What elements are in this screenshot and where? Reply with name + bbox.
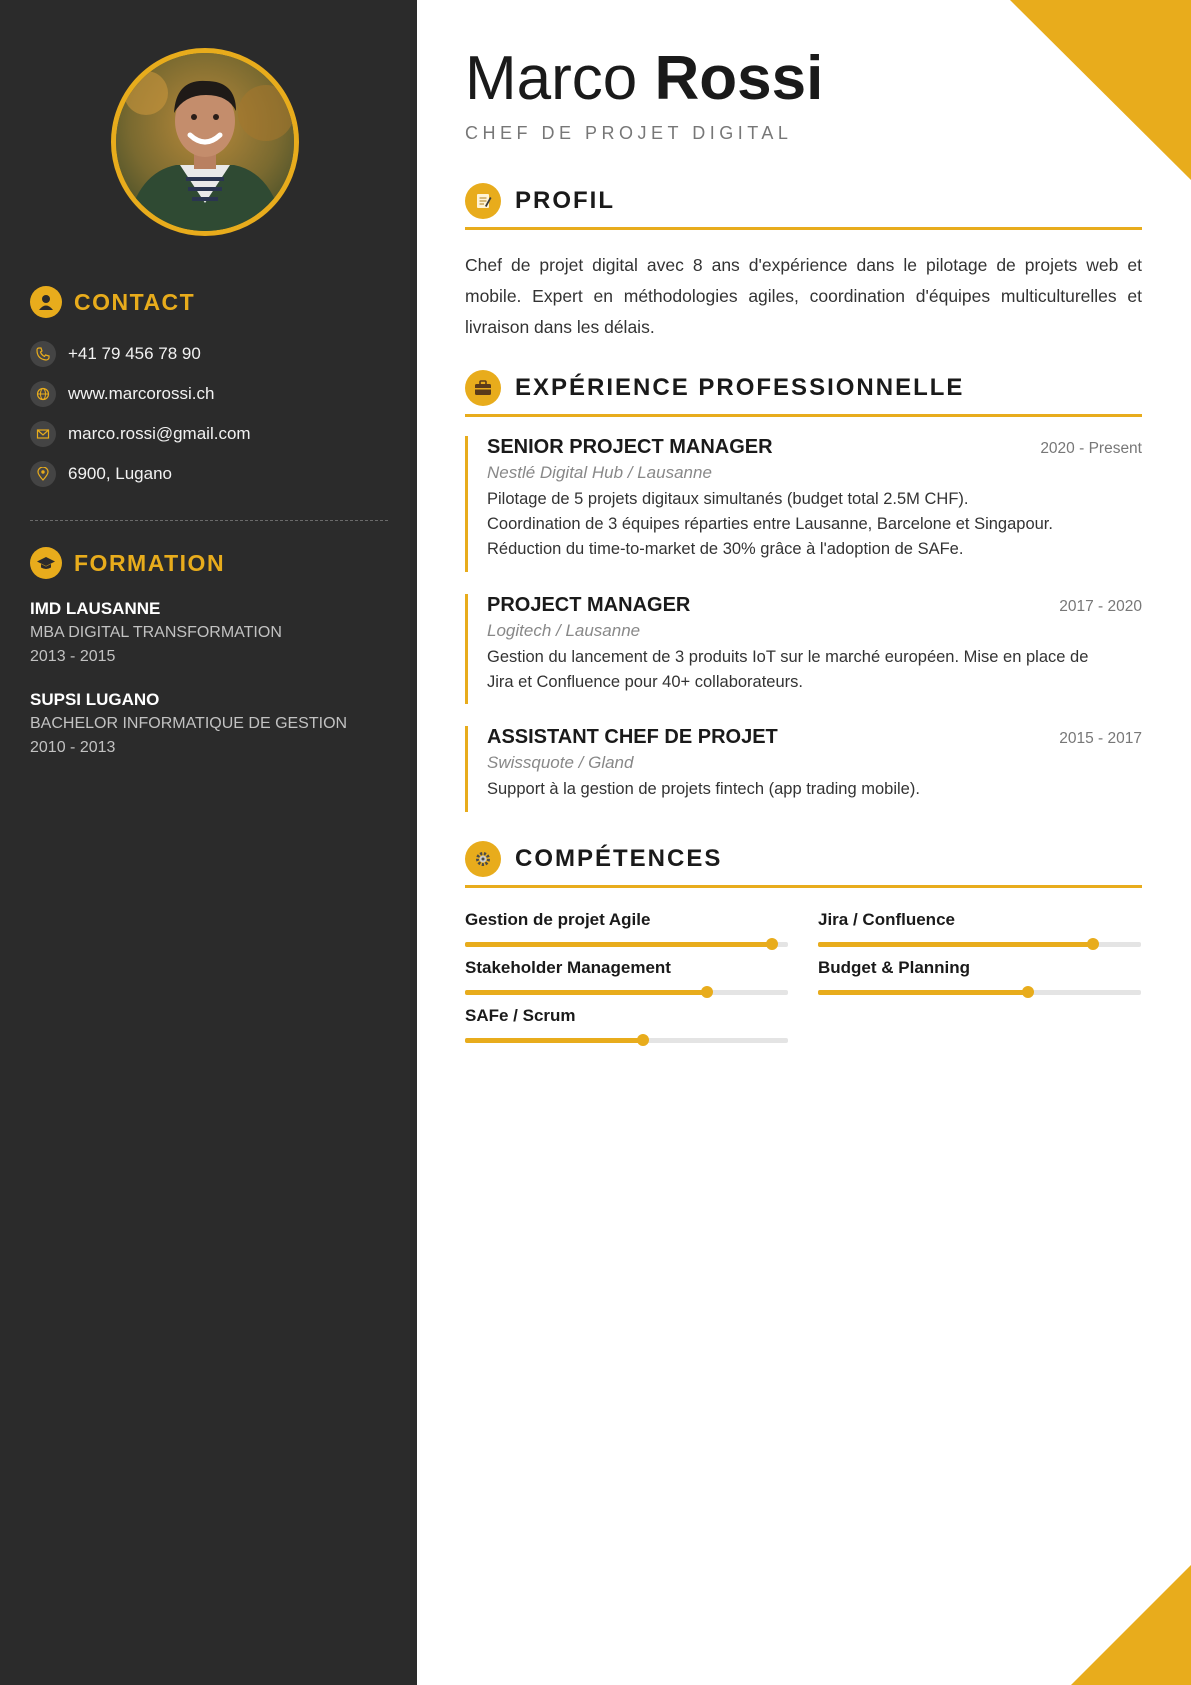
- job-title: PROJECT MANAGER: [487, 594, 691, 616]
- experience-underline: [465, 414, 1142, 417]
- profile-photo: [111, 48, 299, 236]
- job-description: [487, 645, 1107, 695]
- top-right-accent-triangle: [1010, 0, 1191, 180]
- formation-section: [30, 546, 390, 778]
- job-dates: 2017 - 2020: [1059, 598, 1142, 615]
- education-item: [30, 687, 390, 760]
- job-description-line: Gestion du lancement de 3 produits IoT sur le marché européen. Mise en place de Jira et Confluence pour 40+ collaborateurs.: [487, 648, 1089, 691]
- job-description-line: Coordination de 3 équipes réparties entre Lausanne, Barcelone et Singapour.: [487, 515, 1053, 533]
- job-dates: 2020 - Present: [1040, 440, 1142, 457]
- job-company: Logitech / Lausanne: [487, 621, 641, 640]
- contact-section: [30, 285, 390, 494]
- education-years: 2010 - 2013: [30, 739, 116, 756]
- job-description-line: Réduction du time-to-market de 30% grâce à l'adoption de SAFe.: [487, 540, 964, 558]
- globe-icon: [30, 381, 56, 407]
- job-company: Swissquote / Gland: [487, 753, 634, 772]
- job-description: [487, 487, 1142, 562]
- skill-name: Budget & Planning: [818, 958, 971, 977]
- skill-bar-fill: [465, 1038, 643, 1043]
- profile-title: PROFIL: [515, 187, 615, 214]
- phone-icon: [30, 341, 56, 367]
- skill-bar: [465, 1038, 788, 1043]
- experience-item: [465, 594, 1142, 704]
- education-years: 2013 - 2015: [30, 648, 116, 665]
- skill-bar-fill: [465, 942, 772, 947]
- briefcase-icon: [465, 370, 501, 406]
- gear-icon: [465, 841, 501, 877]
- skill-item: [465, 908, 788, 947]
- experience-item: [465, 726, 1142, 812]
- skill-name: Jira / Confluence: [818, 910, 955, 929]
- profile-summary: Chef de projet digital avec 8 ans d'expérience dans le pilotage de projets web et mobile. Expert en méthodologies agiles, coordination d'équipes multiculturelles et livraison dans les délais.: [465, 255, 1142, 337]
- experience-title: EXPÉRIENCE PROFESSIONNELLE: [515, 374, 965, 401]
- contact-location: [30, 454, 390, 494]
- experience-item: [465, 436, 1142, 572]
- skills-title: COMPÉTENCES: [515, 845, 723, 872]
- skill-item: [465, 956, 788, 995]
- profile-heading: [465, 181, 1142, 221]
- candidate-name: [465, 42, 823, 116]
- skill-bar: [818, 990, 1141, 995]
- skill-item: [465, 1004, 788, 1043]
- experience-heading: [465, 368, 1142, 408]
- mail-icon: [30, 421, 56, 447]
- skill-bar: [465, 990, 788, 995]
- avatar-illustration: [116, 53, 294, 231]
- skills-section: [465, 839, 1142, 888]
- profile-underline: [465, 227, 1142, 230]
- formation-title: FORMATION: [74, 549, 226, 576]
- formation-heading: [30, 546, 390, 580]
- skill-bar-fill: [465, 990, 707, 995]
- skills-heading: [465, 839, 1142, 879]
- contact-heading: [30, 285, 390, 319]
- skill-item: [818, 908, 1141, 947]
- contact-title: CONTACT: [74, 288, 196, 315]
- last-name: Rossi: [654, 44, 824, 113]
- skill-bar-knob: [637, 1034, 649, 1046]
- skill-bar-knob: [766, 938, 778, 950]
- education-degree: MBA DIGITAL TRANSFORMATION: [30, 624, 282, 641]
- skill-bar-knob: [701, 986, 713, 998]
- skill-item: [818, 956, 1141, 995]
- skill-bar: [818, 942, 1141, 947]
- first-name: Marco: [465, 44, 638, 113]
- contact-email-text: marco.rossi@gmail.com: [68, 424, 251, 443]
- skill-bar-fill: [818, 990, 1028, 995]
- contact-website-text: www.marcorossi.ch: [68, 384, 215, 403]
- contact-email[interactable]: [30, 414, 390, 454]
- job-title: ASSISTANT CHEF DE PROJET: [487, 726, 778, 748]
- contact-phone-text: +41 79 456 78 90: [68, 344, 201, 363]
- skill-bar-knob: [1022, 986, 1034, 998]
- education-school: IMD LAUSANNE: [30, 599, 161, 618]
- skill-bar-fill: [818, 942, 1093, 947]
- job-dates: 2015 - 2017: [1059, 730, 1142, 747]
- skill-name: Gestion de projet Agile: [465, 910, 651, 929]
- contact-website[interactable]: [30, 374, 390, 414]
- profile-section: [465, 181, 1142, 230]
- education-degree: BACHELOR INFORMATIQUE DE GESTION: [30, 715, 348, 732]
- job-company: Nestlé Digital Hub / Lausanne: [487, 463, 712, 482]
- job-description-line: Support à la gestion de projets fintech (app trading mobile).: [487, 780, 920, 798]
- skills-underline: [465, 885, 1142, 888]
- skill-name: SAFe / Scrum: [465, 1006, 576, 1025]
- education-school: SUPSI LUGANO: [30, 690, 160, 709]
- skill-bar-knob: [1087, 938, 1099, 950]
- user-icon: [30, 286, 62, 318]
- location-pin-icon: [30, 461, 56, 487]
- education-item: [30, 596, 390, 669]
- job-description-line: Pilotage de 5 projets digitaux simultanés (budget total 2.5M CHF).: [487, 490, 969, 508]
- contact-phone[interactable]: [30, 334, 390, 374]
- job-title: SENIOR PROJECT MANAGER: [487, 436, 773, 458]
- contact-location-text: 6900, Lugano: [68, 464, 172, 483]
- job-role: CHEF DE PROJET DIGITAL: [465, 123, 793, 143]
- skill-bar: [465, 942, 788, 947]
- job-description: [487, 777, 1142, 802]
- skill-name: Stakeholder Management: [465, 958, 671, 977]
- experience-section: [465, 368, 1142, 417]
- notepad-icon: [465, 183, 501, 219]
- bottom-right-accent-triangle: [1071, 1565, 1191, 1685]
- graduation-cap-icon: [30, 547, 62, 579]
- sidebar-divider: [30, 520, 388, 521]
- sidebar: [0, 0, 417, 1685]
